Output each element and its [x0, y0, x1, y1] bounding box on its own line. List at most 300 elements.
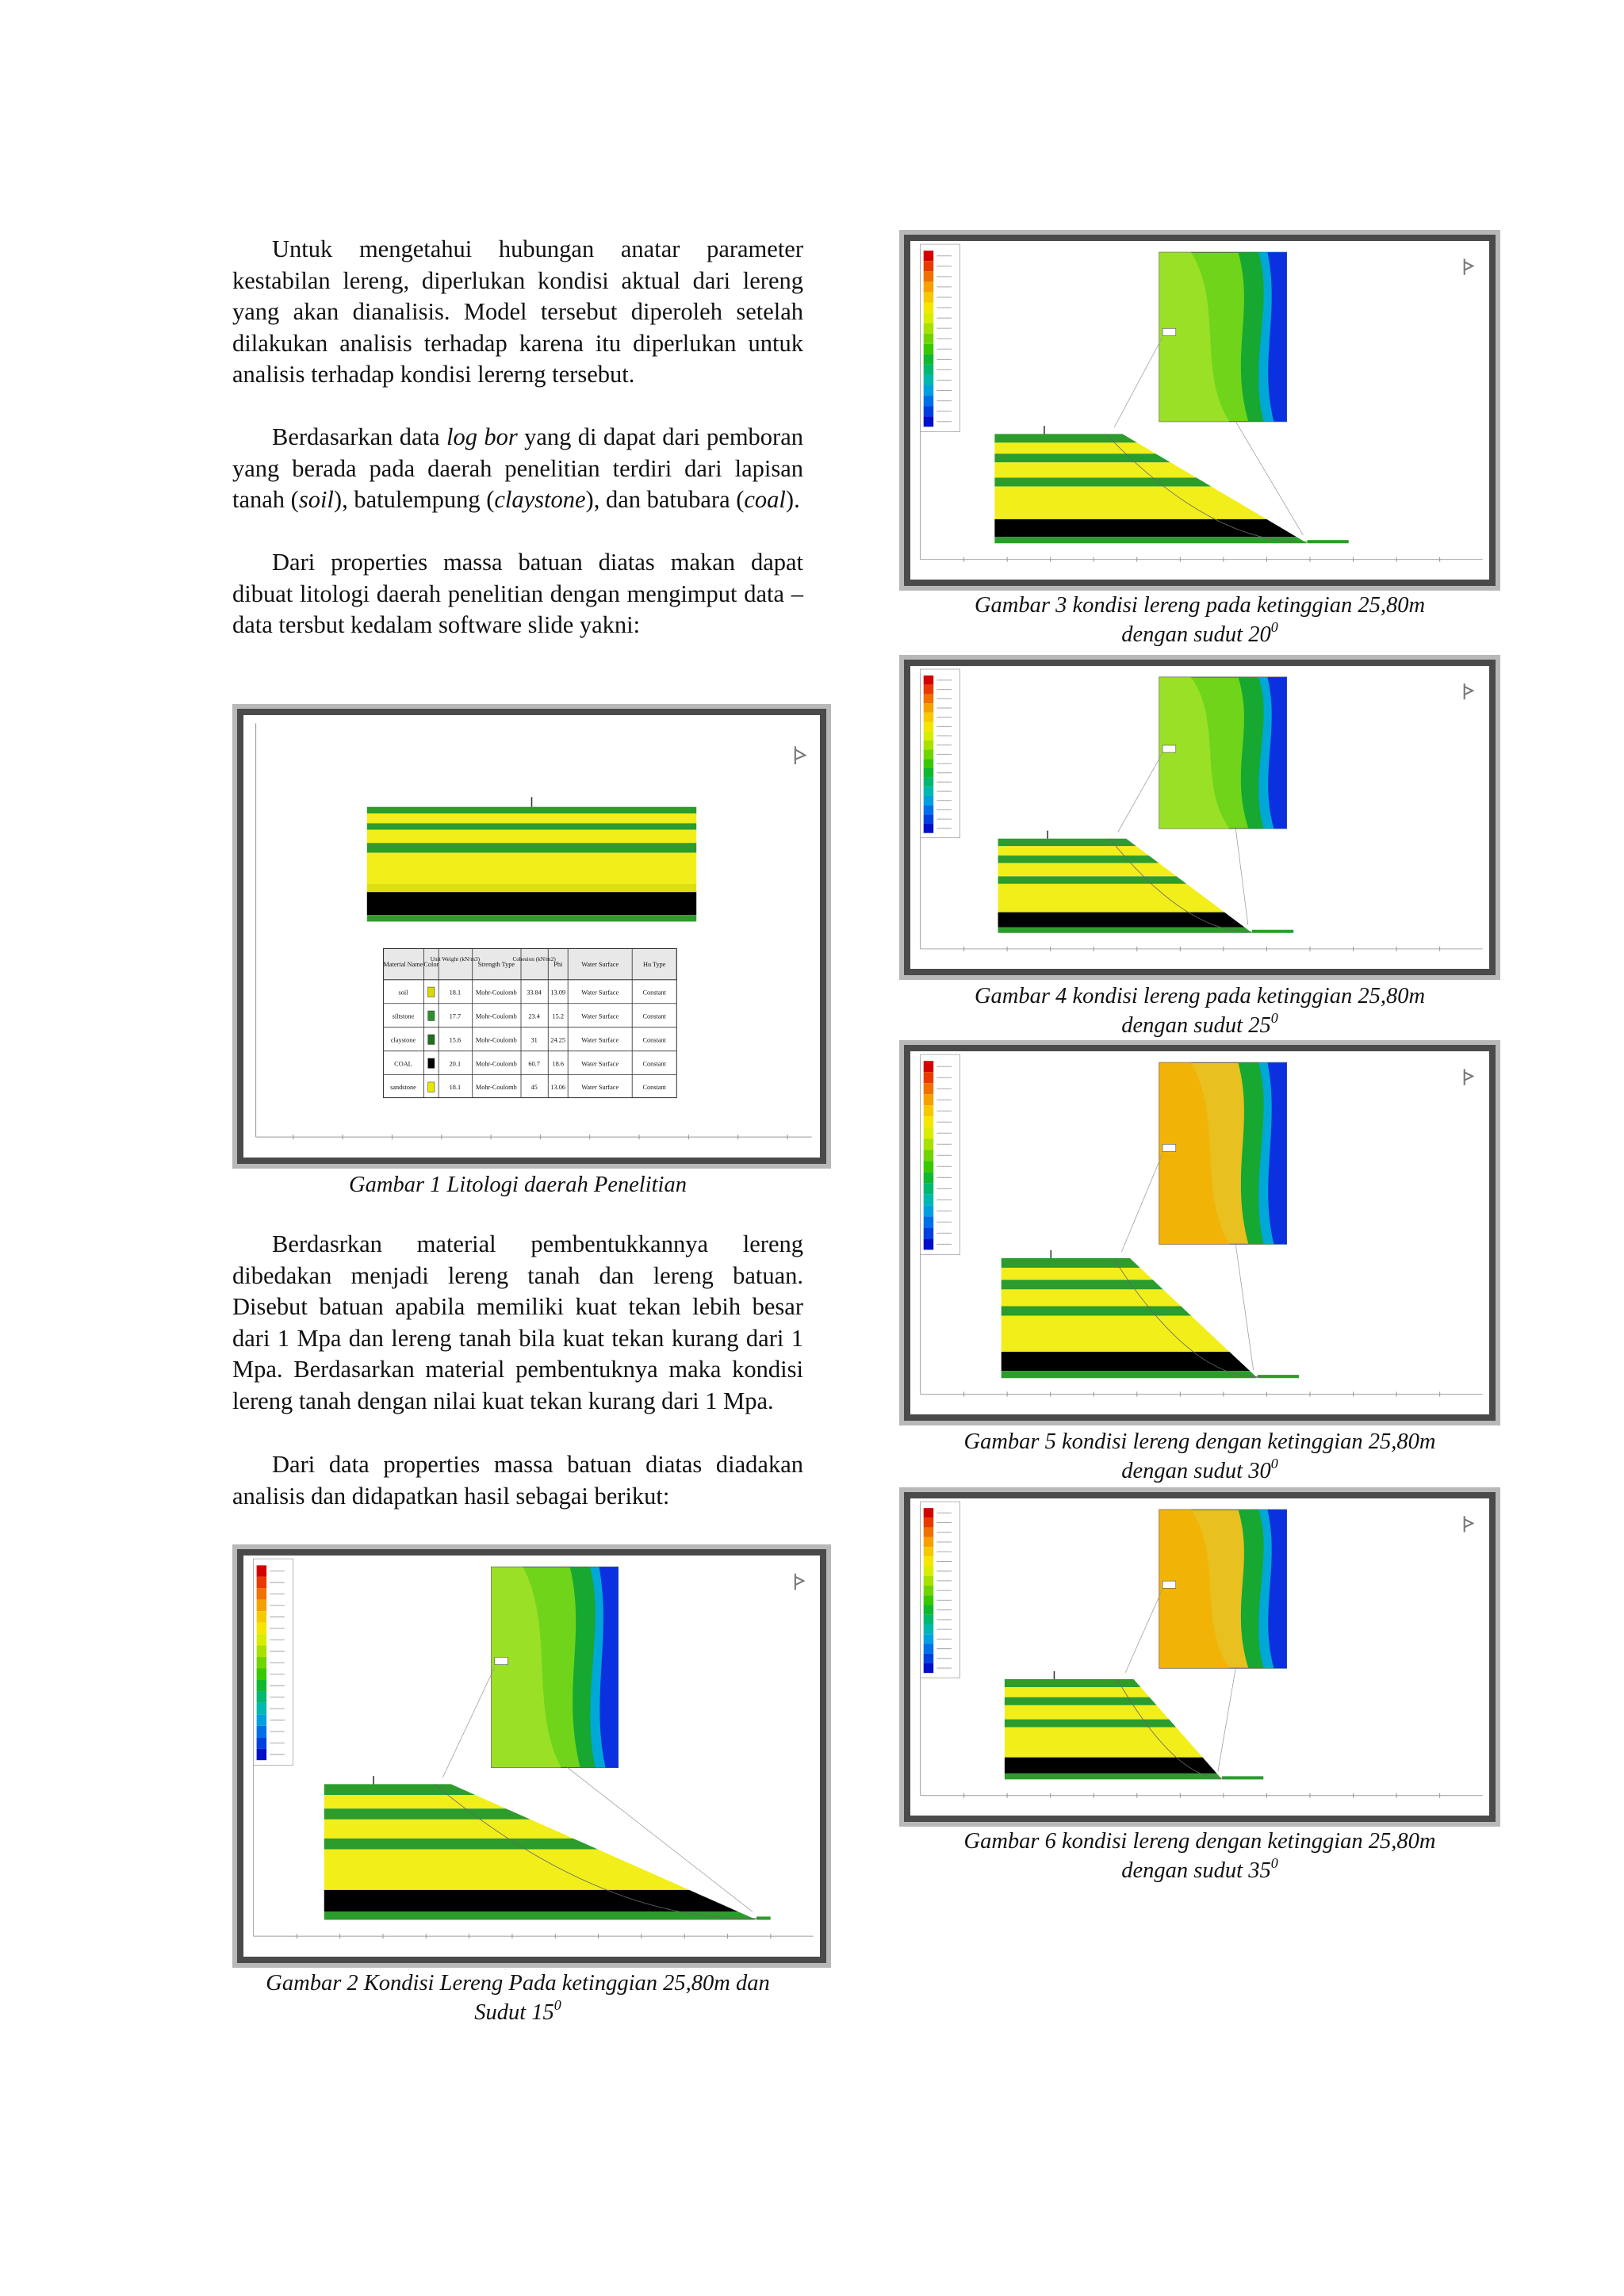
legend-color-step [257, 1714, 266, 1725]
legend-color-step [924, 281, 934, 292]
legend-color-step [257, 1657, 266, 1668]
cell-4-7: Constant [642, 1084, 666, 1092]
x-axis-tick [1050, 557, 1051, 562]
x-axis-tick [641, 1934, 642, 1938]
x-axis-tick [1439, 947, 1440, 951]
x-axis-tick [1180, 557, 1181, 562]
soil-layer [1005, 1697, 1157, 1705]
x-axis-tick [963, 947, 964, 951]
soil-layer [998, 928, 1253, 933]
legend-color-step [924, 675, 934, 685]
cell-0-5: 13.09 [550, 989, 566, 997]
legend-color-step [924, 1061, 934, 1072]
figure-1-caption: Gambar 1 Litologi daerah Penelitian [349, 1173, 687, 1197]
soil-layer [324, 1808, 530, 1820]
swatch-sandstone [428, 1082, 435, 1092]
legend-color-step [924, 1216, 934, 1227]
slope-layers [1002, 1258, 1299, 1378]
swatch-claystone [428, 1035, 435, 1044]
inset-leader-line [1125, 1589, 1162, 1673]
cell-0-4: 33.84 [527, 989, 542, 997]
cell-4-6: Water Surface [581, 1084, 619, 1092]
legend-color-step [924, 721, 934, 731]
legend-color-step [257, 1634, 266, 1645]
figure-5-caption [899, 1427, 1500, 1486]
figure-5-caption-line2: dengan sudut 30 [1121, 1459, 1271, 1483]
para2-text-4: ), dan batubara ( [585, 486, 745, 513]
x-axis-tick [1266, 947, 1267, 951]
soil-layer [1002, 1307, 1191, 1316]
x-axis-tick [1266, 1793, 1267, 1798]
soil-layer [994, 478, 1211, 487]
legend-color-step [924, 1238, 934, 1249]
cell-2-4: 31 [530, 1036, 538, 1044]
soil-layer [1002, 1316, 1230, 1352]
th-phi: Phi [553, 961, 563, 969]
figure-6-caption [899, 1827, 1500, 1885]
legend-color-step [924, 814, 934, 824]
legend-color-step [257, 1726, 266, 1737]
soil-layer [998, 876, 1187, 884]
cell-0-0: soil [398, 989, 408, 997]
legend-color-step [924, 1586, 934, 1595]
legend-color-step [924, 271, 934, 281]
inset-label-box [1162, 1144, 1176, 1151]
figure-6-graphic [910, 1498, 1489, 1816]
swatch-siltstone [428, 1011, 435, 1020]
legend-color-step [924, 1116, 934, 1127]
figure-5-slope-30 [899, 1040, 1500, 1425]
soil-layer [324, 1850, 690, 1890]
soil-layer [998, 913, 1245, 928]
x-axis-tick [1396, 947, 1397, 951]
cell-3-3: Mohr-Coulomb [475, 1060, 517, 1068]
x-axis-tick [1007, 947, 1008, 951]
cell-1-0: siltstone [392, 1012, 415, 1020]
soil-layer [1002, 1268, 1153, 1280]
x-axis-tick [1223, 557, 1224, 562]
x-axis-tick [1050, 1392, 1051, 1397]
cell-2-2: 15.6 [449, 1036, 462, 1044]
inset-label-box [1162, 1581, 1176, 1588]
legend-color-step [257, 1703, 266, 1714]
legend-color-step [924, 354, 934, 365]
north-arrow-icon [1465, 258, 1473, 274]
x-axis-tick [1007, 1392, 1008, 1397]
legend-color-step [924, 1634, 934, 1644]
lithology-layers [367, 807, 696, 922]
safety-factor-legend [921, 1054, 960, 1254]
safety-factor-inset [1159, 252, 1287, 422]
legend-color-step [924, 1138, 934, 1150]
legend-color-step [924, 713, 934, 722]
x-axis-tick [1266, 1392, 1267, 1397]
legend-color-step [924, 375, 934, 385]
legend-color-step [924, 694, 934, 703]
inset-leader-line [1118, 753, 1162, 832]
north-arrow-icon [1465, 683, 1473, 699]
paragraph-1: Untuk mengetahui hubungan anatar parameter kestabilan lereng, diperlukan kondisi aktual dari lereng yang akan dianalisis. Model tersebut diperoleh setelah dilakukan analisis terhadap karena itu diperlukan untuk analisis terhadap kondisi lererng tersebut. [232, 235, 803, 388]
figure-3-caption [899, 591, 1500, 649]
figure-4-caption-degree: 0 [1270, 1010, 1278, 1026]
soil-layer [1005, 1720, 1176, 1728]
x-axis-tick [1353, 557, 1354, 562]
soil-layer [324, 1911, 756, 1919]
x-axis-tick [1136, 1392, 1137, 1397]
figure-3-caption-line1: Gambar 3 kondisi lereng pada ketinggian 25,80m [974, 593, 1426, 618]
figure-4-caption-line2: dengan sudut 25 [1121, 1013, 1271, 1038]
soil-layer [998, 846, 1149, 855]
figure-2-graphic [243, 1556, 820, 1957]
para2-italic-claystone: claystone [494, 486, 586, 513]
safety-factor-legend [253, 1559, 293, 1765]
legend-color-step [924, 1576, 934, 1586]
soil-layer [998, 884, 1225, 913]
legend-color-step [924, 1127, 934, 1138]
soil-layer [324, 1839, 598, 1850]
figure-4-graphic [910, 666, 1489, 969]
cell-3-4: 60.7 [528, 1060, 540, 1068]
legend-color-step [924, 1172, 934, 1183]
soil-layer [994, 434, 1137, 442]
toe-ground [1222, 1776, 1263, 1779]
material-table [384, 949, 677, 1098]
para2-text-5: ). [785, 486, 800, 513]
soil-layer [998, 855, 1159, 863]
legend-color-step [924, 1227, 934, 1238]
x-axis-tick [339, 1934, 340, 1938]
figure-2-slope-15 [232, 1544, 831, 1968]
x-axis-tick [1180, 1392, 1181, 1397]
legend-color-step [257, 1646, 266, 1657]
figure-3-graphic [910, 241, 1489, 580]
inset-leader-line [1235, 1244, 1253, 1370]
cell-3-6: Water Surface [581, 1060, 619, 1068]
legend-color-step [924, 1663, 934, 1673]
swatch-coal [428, 1058, 435, 1068]
figure-6-slope-35 [899, 1487, 1500, 1827]
legend-color-step [924, 1595, 934, 1605]
legend-color-step [924, 703, 934, 713]
north-arrow-icon [1465, 1516, 1473, 1532]
legend-color-step [924, 1567, 934, 1576]
legend-color-step [924, 768, 934, 778]
soil-layer [1002, 1280, 1163, 1289]
legend-color-step [924, 1072, 934, 1083]
safety-factor-inset [1159, 677, 1287, 828]
legend-color-step [924, 323, 934, 334]
para2-italic-log-bor: log bor [446, 423, 518, 450]
cell-2-7: Constant [642, 1036, 666, 1044]
x-axis-tick [1353, 1392, 1354, 1397]
toe-ground [1308, 540, 1349, 543]
legend-color-step [924, 1654, 934, 1663]
th-unit-weight: Unit Weight (kN/m3) [430, 956, 481, 962]
x-axis-tick [1439, 1392, 1440, 1397]
soil-layer [324, 1784, 476, 1795]
x-axis-tick [1050, 947, 1051, 951]
cell-3-5: 18.6 [552, 1060, 564, 1068]
x-axis-tick [963, 1793, 964, 1798]
x-axis-tick [684, 1934, 685, 1938]
inset-label-box [1162, 745, 1176, 752]
figure-5-caption-line1: Gambar 5 kondisi lereng dengan ketinggian 25,80m [963, 1429, 1436, 1454]
cell-4-0: sandstone [390, 1084, 416, 1092]
x-axis-tick [511, 1934, 512, 1938]
figure-2-caption [232, 1969, 803, 2027]
cell-0-7: Constant [642, 989, 666, 997]
soil-layer [1002, 1258, 1140, 1268]
legend-color-step [924, 303, 934, 313]
legend-color-step [924, 1517, 934, 1527]
cell-0-2: 18.1 [449, 989, 462, 997]
safety-factor-legend [921, 669, 960, 838]
x-axis-tick [963, 557, 964, 562]
legend-color-step [257, 1611, 266, 1622]
figure-1-graphic [243, 715, 820, 1158]
figure-3-caption-line2: dengan sudut 20 [1121, 622, 1271, 647]
legend-color-step [924, 1508, 934, 1517]
legend-color-step [924, 750, 934, 760]
paragraph-2 [232, 422, 803, 516]
soil-layer [998, 863, 1177, 877]
legend-color-step [924, 365, 934, 375]
figure-5-caption-degree: 0 [1270, 1456, 1278, 1471]
legend-color-step [257, 1669, 266, 1680]
figure-6-caption-degree: 0 [1270, 1855, 1278, 1871]
x-axis-tick [1439, 557, 1440, 562]
cell-1-2: 17.7 [449, 1012, 462, 1020]
inset-leader-line [442, 1667, 494, 1777]
x-axis-tick [1223, 1793, 1224, 1798]
figure-3-caption-degree: 0 [1270, 619, 1278, 635]
x-axis-tick [1309, 557, 1310, 562]
x-axis-tick [598, 1934, 599, 1938]
soil-layer [1002, 1289, 1182, 1306]
legend-color-step [924, 1556, 934, 1566]
soil-layer [1005, 1758, 1217, 1774]
figure-2-caption-line2: Sudut 15 [474, 2000, 554, 2025]
legend-color-step [924, 344, 934, 354]
soil-layer [1002, 1352, 1250, 1371]
soil-layer [994, 462, 1196, 477]
soil-layer [1005, 1679, 1141, 1687]
cell-1-6: Water Surface [581, 1012, 619, 1020]
slope-layers [1005, 1679, 1263, 1779]
soil-layer [324, 1890, 738, 1911]
legend-color-step [924, 1105, 934, 1116]
legend-color-step [924, 1624, 934, 1634]
legend-color-step [924, 396, 934, 406]
toe-ground [1258, 1375, 1299, 1378]
legend-color-step [257, 1577, 266, 1588]
figure-2-caption-line1: Gambar 2 Kondisi Lereng Pada ketinggian 25,80m dan [266, 1971, 770, 1996]
cell-4-3: Mohr-Coulomb [475, 1084, 517, 1092]
soil-layer [1005, 1728, 1203, 1758]
legend-color-step [924, 1083, 934, 1094]
safety-factor-legend [921, 244, 960, 431]
legend-color-step [924, 1547, 934, 1556]
x-axis-tick [1439, 1793, 1440, 1798]
cell-3-2: 20.1 [449, 1060, 462, 1068]
legend-color-step [924, 261, 934, 271]
x-axis-tick [555, 1934, 556, 1938]
x-axis-tick [1353, 947, 1354, 951]
legend-color-step [924, 334, 934, 344]
soil-layer [1002, 1371, 1258, 1378]
legend-color-step [924, 1615, 934, 1624]
slope-layers [994, 434, 1348, 543]
x-axis-tick [1007, 557, 1008, 562]
legend-color-step [924, 731, 934, 740]
th-cohesion: Cohesion (kN/m2) [512, 956, 556, 962]
figure-2-caption-degree: 0 [553, 1997, 561, 2013]
soil-layer [994, 487, 1266, 519]
figure-4-slope-25 [899, 655, 1500, 980]
th-hu-type: Hu Type [642, 961, 666, 969]
x-axis-tick [426, 1934, 427, 1938]
soil-layer [324, 1820, 573, 1839]
legend-color-step [924, 1161, 934, 1172]
x-axis-tick [1396, 557, 1397, 562]
cell-4-2: 18.1 [449, 1084, 462, 1092]
x-axis-tick [1180, 947, 1181, 951]
cell-1-3: Mohr-Coulomb [475, 1012, 517, 1020]
x-axis-tick [1223, 947, 1224, 951]
x-axis-tick [1309, 1793, 1310, 1798]
x-axis-tick [1180, 1793, 1181, 1798]
cell-2-0: claystone [390, 1036, 416, 1044]
legend-color-step [257, 1737, 266, 1748]
legend-color-step [924, 786, 934, 796]
figure-6-caption-line2: dengan sudut 35 [1121, 1858, 1271, 1883]
x-axis-tick [1309, 947, 1310, 951]
safety-factor-inset [492, 1567, 619, 1767]
safety-factor-inset [1159, 1062, 1287, 1244]
cell-0-6: Water Surface [581, 989, 619, 997]
inset-label-box [495, 1657, 508, 1664]
inset-label-box [1162, 328, 1176, 335]
para2-text-3: ), batulempung ( [333, 486, 495, 513]
safety-factor-legend [921, 1502, 960, 1678]
x-axis-tick [1396, 1793, 1397, 1798]
legend-color-step [924, 824, 934, 833]
figure-4-caption [899, 982, 1500, 1040]
cell-2-3: Mohr-Coulomb [475, 1036, 517, 1044]
th-strength-type: Strength Type [477, 961, 515, 969]
x-axis-tick [1353, 1793, 1354, 1798]
th-water-surface: Water Surface [581, 961, 619, 969]
inset-leader-line [1121, 1154, 1162, 1252]
legend-color-step [924, 806, 934, 815]
legend-color-step [924, 406, 934, 416]
cell-2-5: 24.25 [550, 1036, 566, 1044]
x-axis-tick [1050, 1793, 1051, 1798]
legend-color-step [924, 1205, 934, 1216]
x-axis-tick [1223, 1392, 1224, 1397]
soil-layer [1005, 1705, 1169, 1720]
x-axis-tick [1266, 557, 1267, 562]
soil-layer [1005, 1774, 1222, 1780]
inset-leader-line [1114, 337, 1162, 427]
legend-color-step [924, 1194, 934, 1205]
legend-color-step [924, 292, 934, 302]
legend-color-step [924, 740, 934, 750]
x-axis-tick [770, 1934, 771, 1938]
legend-color-step [924, 1094, 934, 1105]
legend-color-step [924, 313, 934, 323]
legend-color-step [924, 685, 934, 695]
soil-layer [994, 442, 1155, 453]
figure-5-graphic [910, 1051, 1489, 1414]
x-axis-tick [1136, 947, 1137, 951]
soil-layer [998, 839, 1136, 847]
cell-1-7: Constant [642, 1012, 666, 1020]
north-arrow-icon [1465, 1069, 1473, 1085]
cell-4-5: 13.06 [550, 1084, 566, 1092]
north-arrow-icon [795, 746, 805, 764]
cell-4-4: 45 [530, 1084, 538, 1092]
legend-color-step [924, 1644, 934, 1653]
x-axis-tick [1007, 1793, 1008, 1798]
soil-layer [324, 1795, 506, 1808]
legend-color-step [924, 759, 934, 768]
legend-color-step [924, 1528, 934, 1537]
legend-color-step [924, 778, 934, 787]
x-axis-tick [382, 1934, 383, 1938]
cell-3-0: COAL [394, 1060, 412, 1068]
soil-layer [994, 453, 1170, 462]
swatch-soil [428, 987, 435, 997]
th-material-name: Material Name [383, 961, 423, 969]
inset-leader-line [1218, 1668, 1235, 1771]
legend-color-step [924, 1150, 934, 1161]
x-axis-tick [1309, 1392, 1310, 1397]
para2-text-2: yang di dapat dari pemboran yang berada pada daerah penelitian terdiri dari lapisan tanah ( [232, 423, 804, 513]
para2-italic-coal: coal [744, 486, 786, 513]
legend-color-step [924, 251, 934, 261]
legend-color-step [257, 1623, 266, 1634]
legend-color-step [924, 1537, 934, 1547]
x-axis-tick [1136, 557, 1137, 562]
para2-italic-soil: soil [298, 486, 334, 513]
toe-ground [1252, 930, 1293, 933]
slope-layers [324, 1784, 771, 1919]
legend-color-step [924, 385, 934, 396]
legend-color-step [924, 1605, 934, 1615]
legend-color-step [257, 1749, 266, 1760]
legend-color-step [924, 416, 934, 427]
paragraph-5: Dari data properties massa batuan diatas diadakan analisis dan didapatkan hasil sebagai berikut: [232, 1451, 803, 1510]
legend-color-step [257, 1565, 266, 1576]
x-axis-tick [727, 1934, 728, 1938]
legend-color-step [257, 1691, 266, 1702]
cell-3-7: Constant [642, 1060, 666, 1068]
north-arrow-icon [795, 1574, 803, 1590]
figure-4-caption-line1: Gambar 4 kondisi lereng pada ketinggian 25,80m [974, 984, 1426, 1008]
cell-0-3: Mohr-Coulomb [475, 989, 517, 997]
soil-layer [1005, 1687, 1150, 1697]
figure-6-caption-line1: Gambar 6 kondisi lereng dengan ketinggian 25,80m [963, 1829, 1436, 1854]
th-color: Color [423, 961, 439, 969]
cell-2-6: Water Surface [581, 1036, 619, 1044]
x-axis-tick [1396, 1392, 1397, 1397]
figure-1-lithology [232, 704, 831, 1169]
figure-3-slope-20 [899, 230, 1500, 591]
legend-color-step [257, 1600, 266, 1611]
legend-color-step [257, 1588, 266, 1599]
paragraph-3: Dari properties massa batuan diatas makan dapat dibuat litologi daerah penelitian dengan mengimput data – data tersbut kedalam software slide yakni: [232, 549, 803, 638]
